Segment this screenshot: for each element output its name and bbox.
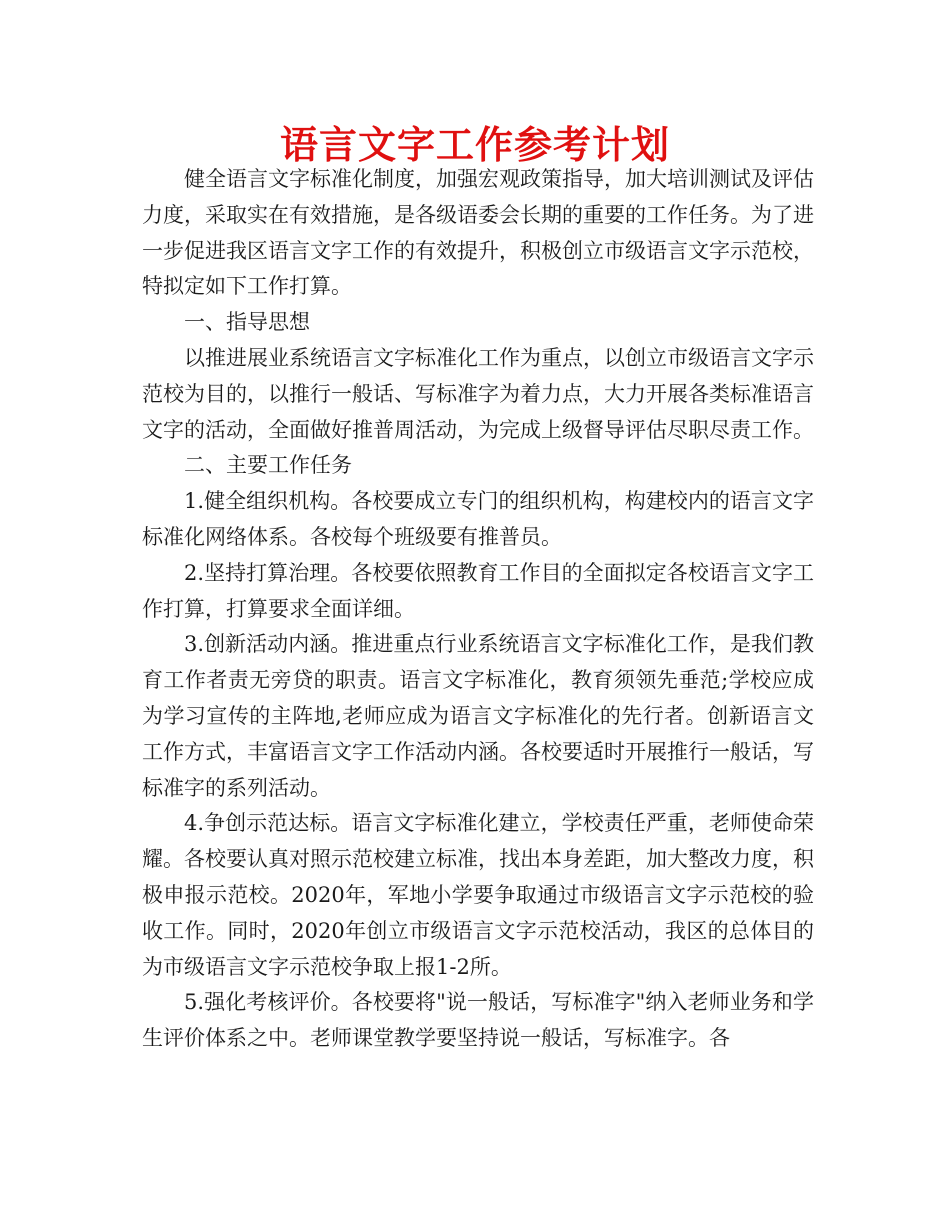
- task-item-5: 5.强化考核评价。各校要将"说一般话，写标准字"纳入老师业务和学生评价体系之中。老师课堂教学要坚持说一般话，写标准字。各: [142, 990, 814, 1051]
- section-heading-main-tasks: 二、主要工作任务: [184, 453, 352, 478]
- document-body: [142, 162, 814, 1057]
- paragraph-intro: 健全语言文字标准化制度，加强宏观政策指导，加大培训测试及评估力度，采取实在有效措施，是各级语委会长期的重要的工作任务。为了进一步促进我区语言文字工作的有效提升，积极创立市级语言文字示范校，特拟定如下工作打算。: [142, 167, 814, 299]
- task-item-1: 1.健全组织机构。各校要成立专门的组织机构，构建校内的语言文字标准化网络体系。各校每个班级要有推普员。: [142, 489, 814, 549]
- task-item-3: 3.创新活动内涵。推进重点行业系统语言文字标准化工作，是我们教育工作者责无旁贷的职责。语言文字标准化，教育须领先垂范;学校应成为学习宣传的主阵地,老师应成为语言文字标准化的先行者。创新语言文工作方式，丰富语言文字工作活动内涵。各校要适时开展推行一般话，写标准字的系列活动。: [142, 632, 814, 800]
- task-item-2: 2.坚持打算治理。各校要依照教育工作目的全面拟定各校语言文字工作打算，打算要求全面详细。: [142, 560, 814, 621]
- task-item-4: 4.争创示范达标。语言文字标准化建立，学校责任严重，老师使命荣耀。各校要认真对照示范校建立标准，找出本身差距，加大整改力度，积极申报示范校。2020年，军地小学要争取通过市级语言文字示范校的验收工作。同时，2020年创立市级语言文字示范校活动，我区的总体目的为市级语言文字示范校争取上报1-2所。: [142, 811, 814, 979]
- document-title: 语言文字工作参考计划: [279, 123, 670, 167]
- paragraph-guiding-ideology: 以推进展业系统语言文字标准化工作为重点，以创立市级语言文字示范校为目的，以推行一般话、写标准字为着力点，大力开展各类标准语言文字的活动，全面做好推普周活动，为完成上级督导评估尽职尽责工作。: [142, 345, 814, 442]
- section-heading-guiding-ideology: 一、指导思想: [184, 310, 310, 335]
